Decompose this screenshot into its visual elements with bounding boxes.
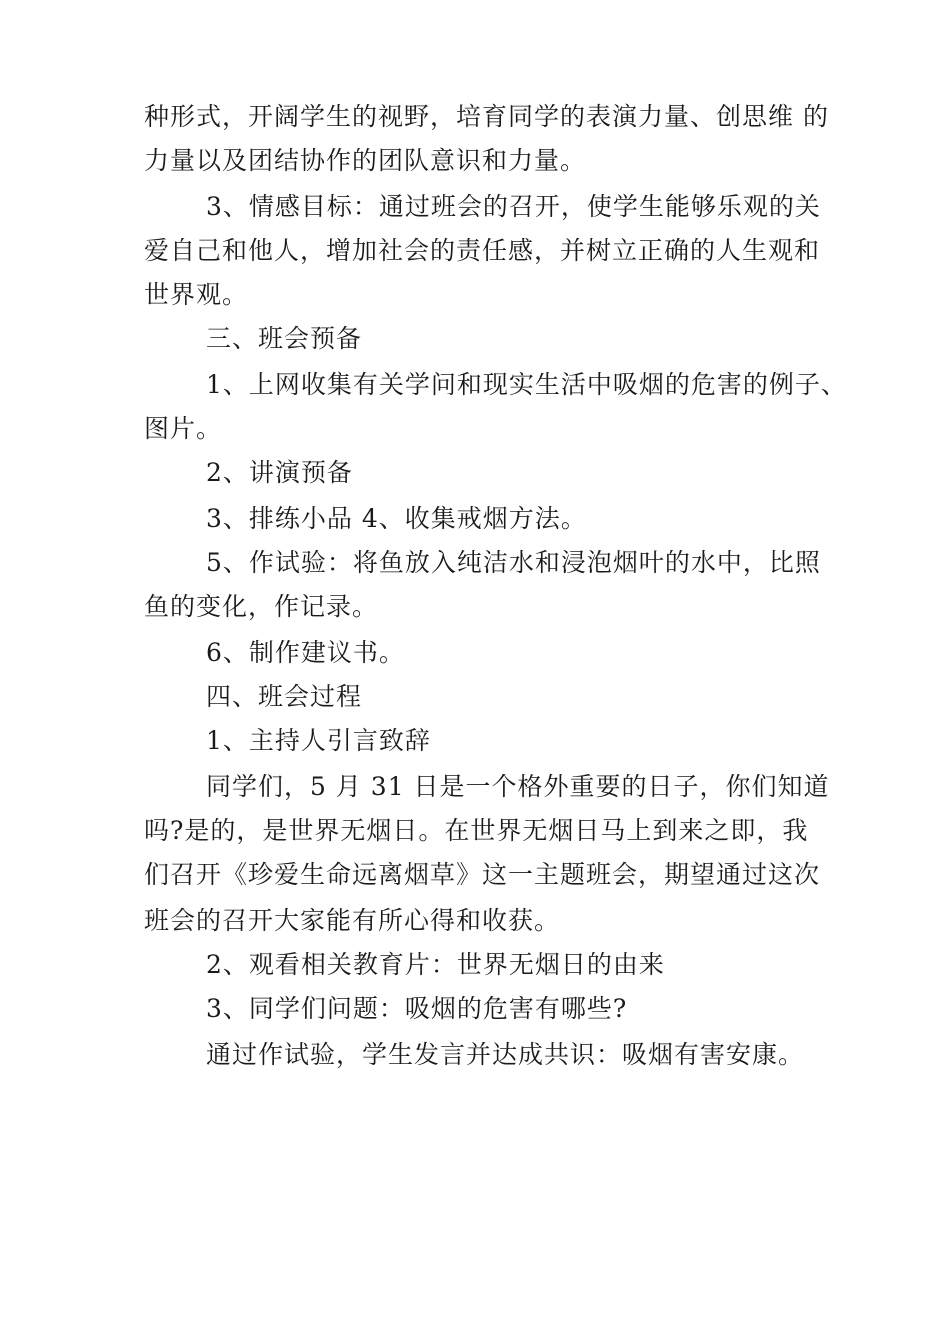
text-line: 6、制作建议书。 [206, 638, 405, 667]
text-line: 3、同学们问题：吸烟的危害有哪些? [206, 994, 628, 1023]
text-line: 5、作试验：将鱼放入纯洁水和浸泡烟叶的水中，比照 [206, 548, 821, 577]
text-line: 图片。 [144, 414, 223, 443]
text-line: 3、情感目标：通过班会的召开，使学生能够乐观的关 [206, 192, 821, 221]
text-line: 2、观看相关教育片：世界无烟日的由来 [206, 950, 665, 979]
section-heading: 三、班会预备 [206, 324, 363, 353]
text-line: 1、上网收集有关学问和现实生活中吸烟的危害的例子、 [206, 370, 847, 399]
text-line: 1、主持人引言致辞 [206, 726, 431, 755]
text-line: 3、排练小品 4、收集戒烟方法。 [206, 504, 587, 533]
text-line: 鱼的变化，作记录。 [144, 592, 379, 621]
text-line: 爱自己和他人，增加社会的责任感，并树立正确的人生观和 [144, 236, 821, 265]
text-line: 种形式，开阔学生的视野，培育同学的表演力量、创思维 的 [144, 102, 829, 131]
text-line: 吗?是的，是世界无烟日。在世界无烟日马上到来之即，我 [144, 816, 809, 845]
text-line: 通过作试验，学生发言并达成共识：吸烟有害安康。 [206, 1040, 805, 1069]
text-line: 班会的召开大家能有所心得和收获。 [144, 906, 561, 935]
text-line: 同学们，5 月 31 日是一个格外重要的日子，你们知道 [206, 772, 830, 801]
text-line: 世界观。 [144, 280, 249, 309]
section-heading: 四、班会过程 [206, 682, 363, 711]
text-line: 2、讲演预备 [206, 458, 353, 487]
text-line: 力量以及团结协作的团队意识和力量。 [144, 146, 587, 175]
text-line: 们召开《珍爱生命远离烟草》这一主题班会，期望通过这次 [144, 860, 821, 889]
